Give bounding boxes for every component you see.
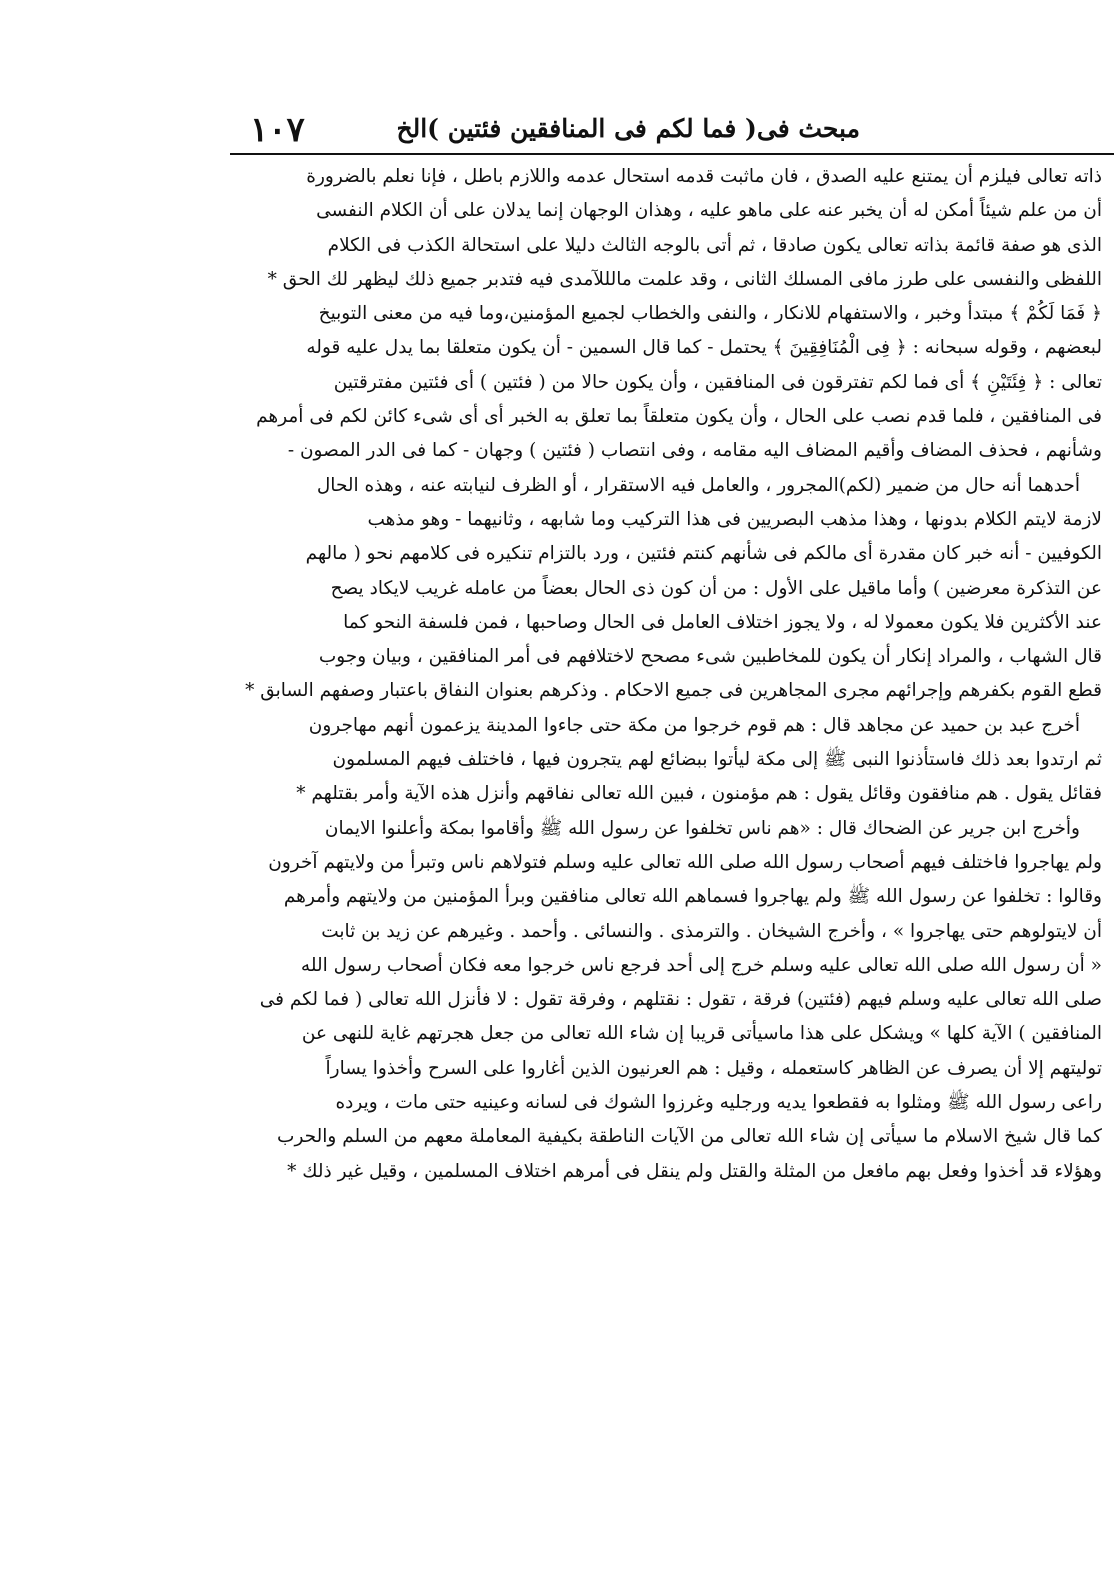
text-line: عن التذكرة معرضين ) وأما ماقيل على الأول : من أن كون ذى الحال بعضاً من عامله غريب لايكاد يصح	[330, 577, 1102, 599]
text-line: ﴿ فَمَا لَكُمْ ﴾ مبتدأ وخبر ، والاستفهام للانكار ، والنفى والخطاب لجميع المؤمنين،وما فيه من معنى التوبيخ	[318, 303, 1102, 325]
text-line: وأخرج ابن جرير عن الضحاك قال : «هم ناس تخلفوا عن رسول الله ﷺ وأقاموا بمكة وأعلنوا الايمان	[324, 817, 1080, 839]
text-line: ذاته تعالى فيلزم أن يمتنع عليه الصدق ، فان ماثبت قدمه استحال عدمه واللازم باطل ، فإنا نعلم بالضرورة	[306, 166, 1102, 187]
text-line: ولم يهاجروا فاختلف فيهم أصحاب رسول الله صلى الله تعالى عليه وسلم فتولاهم ناس وتبرأ من ولايتهم آخرون	[268, 851, 1102, 873]
text-line: عند الأكثرين فلا يكون معمولا له ، ولا يجوز اختلاف العامل فى الحال وصاحبها ، فمن فلسفة النحو كما	[343, 611, 1102, 633]
text-line: توليتهم إلا أن يصرف عن الظاهر كاستعمله ، وقيل : هم العرنيون الذين أغاروا على السرح وأخذوا يساراً	[325, 1057, 1102, 1079]
text-line: تعالى : ﴿ فِئَتَيْنِ ﴾ أى فما لكم تفترقون فى المنافقين ، وأن يكون حالا من ( فئتين ) أى فئتين مفترقتين	[333, 371, 1102, 393]
text-line: صلى الله تعالى عليه وسلم فيهم (فئتين) فرقة ، تقول : نقتلهم ، وفرقة تقول : لا فأنزل الله تعالى ( فما لكم فى	[259, 989, 1102, 1011]
text-line: قطع القوم بكفرهم وإجرائهم مجرى المجاهرين فى جميع الاحكام . وذكرهم بعنوان النفاق باعتبار وصفهم السابق *	[245, 680, 1102, 702]
text-line: وقالوا : تخلفوا عن رسول الله ﷺ ولم يهاجروا فسماهم الله تعالى منافقين وبرأ المؤمنين من ولايتهم وأمرهم	[283, 886, 1102, 908]
text-line: الذى هو صفة قائمة بذاته تعالى يكون صادقا ، ثم أتى بالوجه الثالث دليلا على استحالة الكذب فى الكلام	[327, 234, 1102, 256]
text-line: فقائل يقول . هم منافقون وقائل يقول : هم مؤمنون ، فبين الله تعالى نفاقهم وأنزل هذه الآية وأمر بقتلهم *	[296, 783, 1102, 805]
body-text	[0, 160, 1102, 1540]
page-header	[230, 110, 1110, 156]
text-line: لازمة لايتم الكلام بدونها ، وهذا مذهب البصريين فى هذا التركيب وما شابهه ، وثانيهما - وهو مذهب	[367, 508, 1102, 530]
text-line: ثم ارتدوا بعد ذلك فاستأذنوا النبى ﷺ إلى مكة ليأتوا ببضائع لهم يتجرون فيها ، فاختلف فيهم المسلمون	[332, 749, 1102, 771]
text-line: « أن رسول الله صلى الله تعالى عليه وسلم خرج إلى أحد فرجع ناس خرجوا معه فكان أصحاب رسول الله	[300, 954, 1102, 976]
page-number: ١٠٧	[250, 110, 305, 150]
text-line: قال الشهاب ، والمراد إنكار أن يكون للمخاطبين شىء مصحح لاختلافهم فى أمر المنافقين ، وبيان وجوب	[318, 646, 1102, 668]
text-line: كما قال شيخ الاسلام ما سيأتى إن شاء الله تعالى من الآيات الناطقة بكيفية المعاملة معهم من السلم والحرب	[277, 1126, 1102, 1148]
running-title: مبحث فى( فما لكم فى المنافقين فئتين )الخ	[396, 114, 860, 143]
text-line: اللفظى والنفسى على طرز مافى المسلك الثانى ، وقد علمت مالللآمدى فيه فتدبر جميع ذلك ليظهر لك الحق *	[267, 268, 1102, 290]
text-line: وشأنهم ، فحذف المضاف وأقيم المضاف اليه مقامه ، وفى انتصاب ( فئتين ) وجهان - كما فى الدر المصون -	[287, 440, 1102, 462]
text-line: أن لايتولوهم حتى يهاجروا » ، وأخرج الشيخان . والترمذى . والنسائى . وأحمد . وغيرهم عن زيد بن ثابت	[321, 920, 1102, 942]
text-line: المنافقين ) الآية كلها » ويشكل على هذا ماسيأتى قريبا إن شاء الله تعالى من جعل هجرتهم غاية للنهى عن	[301, 1023, 1102, 1045]
header-divider	[230, 153, 1114, 155]
text-line: أخرج عبد بن حميد عن مجاهد قال : هم قوم خرجوا من مكة حتى جاءوا المدينة يزعمون أنهم مهاجرون	[308, 714, 1080, 736]
text-line: فى المنافقين ، فلما قدم نصب على الحال ، وأن يكون متعلقاً بما تعلق به الخبر أى أى شىء كائن لكم فى أمرهم	[256, 406, 1102, 428]
text-line: راعى رسول الله ﷺ ومثلوا به فقطعوا يديه ورجليه وغرزوا الشوك فى لسانه وعينيه حتى مات ، ويرده	[335, 1092, 1102, 1114]
text-line: الكوفيين - أنه خبر كان مقدرة أى مالكم فى شأنهم كنتم فئتين ، ورد بالتزام تنكيره فى كلامهم نحو ( مالهم	[305, 543, 1102, 565]
text-line: وهؤلاء قد أخذوا وفعل بهم مافعل من المثلة والقتل ولم ينقل فى أمرهم اختلاف المسلمين ، وقيل غير ذلك *	[287, 1160, 1102, 1182]
text-line: أن من علم شيئاً أمكن له أن يخبر عنه على ماهو عليه ، وهذان الوجهان إنما يدلان على أن الكلام النفسى	[316, 200, 1102, 222]
text-line: أحدهما أنه حال من ضمير (لكم)المجرور ، والعامل فيه الاستقرار ، أو الظرف لنيابته عنه ، وهذه الحال	[316, 474, 1080, 496]
text-line: لبعضهم ، وقوله سبحانه : ﴿ فِى الْمُنَافِقِينَ ﴾ يحتمل - كما قال السمين - أن يكون متعلقا بما يدل عليه قوله	[306, 337, 1102, 359]
